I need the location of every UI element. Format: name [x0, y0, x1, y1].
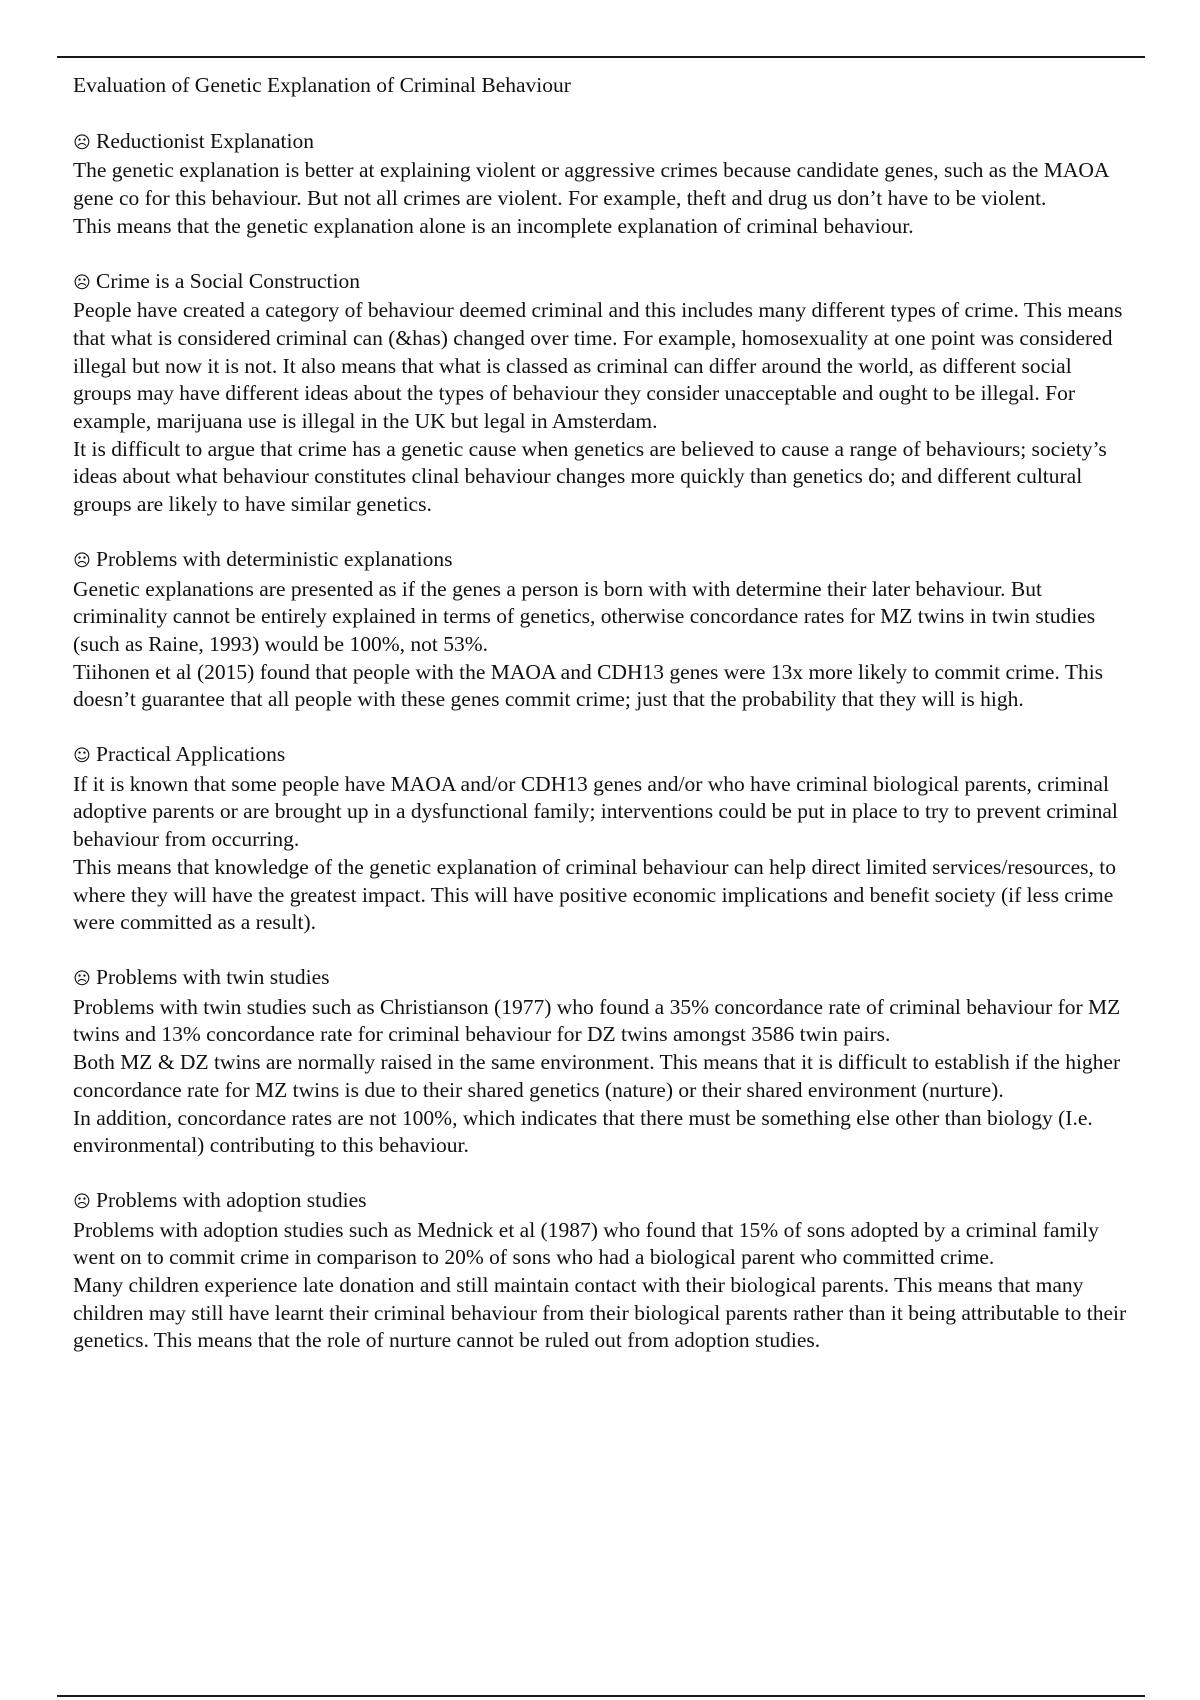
section-crime-social-construction	[73, 268, 1133, 519]
section-heading-text: Problems with adoption studies	[96, 1187, 367, 1212]
section-heading	[73, 741, 1133, 771]
paragraph: If it is known that some people have MAOA and/or CDH13 genes and/or who have criminal biological parents, criminal adoptive parents or are brought up in a dysfunctional family; interventions could be put in place to try to prevent criminal behaviour from occurring.	[73, 771, 1118, 852]
section-deterministic-explanations	[73, 546, 1133, 714]
paragraph: It is difficult to argue that crime has a genetic cause when genetics are believed to cause a range of behaviours; society’s ideas about what behaviour constitutes clinal behaviour changes more quickly than genetics do; and different cultural groups are likely to have similar genetics.	[73, 436, 1107, 517]
paragraph: In addition, concordance rates are not 100%, which indicates that there must be something else other than biology (I.e. environmental) contributing to this behaviour.	[73, 1105, 1093, 1158]
section-heading	[73, 1187, 1133, 1217]
paragraph: This means that the genetic explanation alone is an incomplete explanation of criminal behaviour.	[73, 213, 914, 238]
section-reductionist-explanation	[73, 128, 1133, 241]
paragraph: Many children experience late donation and still maintain contact with their biological parents. This means that many children may still have learnt their criminal behaviour from their biological parents rather than it being attributable to their genetics. This means that the role of nurture cannot be ruled out from adoption studies.	[73, 1273, 1127, 1353]
section-heading-text: Reductionist Explanation	[96, 128, 314, 153]
sad-face-icon: ☹	[73, 272, 91, 293]
paragraph: This means that knowledge of the genetic explanation of criminal behaviour can help direct limited services/resources, to where they will have the greatest impact. This will have positive economic implications and benefit society (if less crime were committed as a result).	[73, 854, 1116, 935]
paragraph: Problems with adoption studies such as Mednick et al (1987) who found that 15% of sons adopted by a criminal family went on to commit crime in comparison to 20% of sons who had a biological parent who committed crime.	[73, 1217, 1099, 1270]
paragraph: Problems with twin studies such as Christianson (1977) who found a 35% concordance rate of criminal behaviour for MZ twins and 13% concordance rate for criminal behaviour for DZ twins amongst 3586 twin pairs.	[73, 994, 1121, 1047]
paragraph: People have created a category of behaviour deemed criminal and this includes many different types of crime. This means that what is considered criminal can (&has) changed over time. For example, homosexuality at one point was considered illegal but now it is not. It also means that what is classed as criminal can differ around the world, as different social groups may have different ideas about the types of behaviour they consider unacceptable and ought to be illegal. For example, marijuana use is illegal in the UK but legal in Amsterdam.	[73, 298, 1123, 434]
smile-face-icon: ☺	[73, 746, 91, 767]
sad-face-icon: ☹	[73, 132, 91, 153]
section-heading	[73, 964, 1133, 994]
page-title: Evaluation of Genetic Explanation of Criminal Behaviour	[73, 73, 571, 97]
top-rule	[57, 56, 1145, 58]
section-heading	[73, 268, 1133, 298]
sad-face-icon: ☹	[73, 968, 91, 989]
paragraph: Both MZ & DZ twins are normally raised in the same environment. This means that it is difficult to establish if the higher concordance rate for MZ twins is due to their shared genetics (nature) or their shared environment (nurture).	[73, 1050, 1121, 1102]
section-heading-text: Problems with deterministic explanations	[96, 546, 453, 571]
sad-face-icon: ☹	[73, 1191, 91, 1212]
section-heading-text: Problems with twin studies	[96, 964, 330, 989]
section-practical-applications	[73, 741, 1133, 937]
paragraph: The genetic explanation is better at explaining violent or aggressive crimes because candidate genes, such as the MAOA gene co for this behaviour. But not all crimes are violent. For example, theft and drug us don’t have to be violent.	[73, 158, 1109, 211]
paragraph: Tiihonen et al (2015) found that people with the MAOA and CDH13 genes were 13x more likely to commit crime. This doesn’t guarantee that all people with these genes commit crime; just that the probability that they will is high.	[73, 659, 1104, 712]
section-heading	[73, 128, 1133, 158]
bottom-rule	[57, 1695, 1145, 1697]
sad-face-icon: ☹	[73, 550, 91, 571]
section-heading	[73, 546, 1133, 576]
section-heading-text: Practical Applications	[96, 742, 286, 767]
section-heading-text: Crime is a Social Construction	[96, 268, 360, 293]
section-twin-studies	[73, 964, 1133, 1160]
document-body	[73, 72, 1133, 1382]
section-adoption-studies	[73, 1187, 1133, 1355]
paragraph: Genetic explanations are presented as if the genes a person is born with with determine their later behaviour. But criminality cannot be entirely explained in terms of genetics, otherwise concordance rates for MZ twins in twin studies (such as Raine, 1993) would be 100%, not 53%.	[73, 576, 1096, 656]
